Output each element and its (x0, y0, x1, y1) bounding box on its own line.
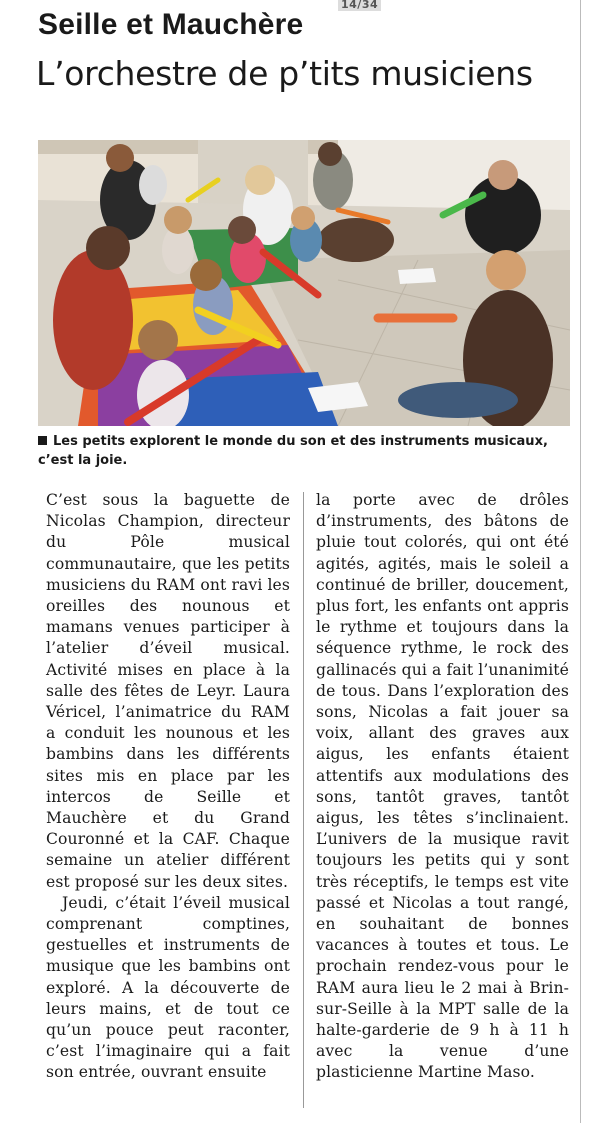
column-separator (303, 492, 304, 1108)
caption-text: Les petits explorent le monde du son et des instruments musicaux, c’est la joie. (38, 434, 548, 468)
photo-caption (38, 432, 578, 470)
caption-square-icon (38, 436, 47, 445)
page-number: 14/34 (338, 0, 381, 11)
column-rule (580, 0, 581, 1123)
article-paragraph: la porte avec de drôles d’instruments, des bâtons de pluie tout colorés, qui ont été agités, agités, mais le soleil a continué de briller, doucement, plus fort, les enfants ont appris le rythme et toujours dans la séquence rythme, le rock des gallinacés qui a fait l’unanimité de tous. Dans l’exploration des sons, Nicolas a fait jouer sa voix, allant des graves aux aigus, les enfants étaient attentifs aux modulations des sons, tantôt graves, tantôt aigus, les têtes s’inclinaient. L’univers de la musique ravit toujours les petits qui y sont très réceptifs, le temps est vite passé et Nicolas a tout rangé, en souhaitant de bonnes vacances à toutes et tous. Le prochain rendez-vous pour le RAM aura lieu le 2 mai à Brin-sur-Seille à la MPT salle de la halte-garderie de 9 h à 11 h avec la venue d’une plasticienne Martine Maso. (316, 491, 569, 1082)
article-column-1 (46, 490, 290, 1084)
section-heading: Seille et Mauchère (38, 8, 304, 41)
article-column-2 (316, 490, 569, 1084)
article-photo (38, 140, 570, 426)
article-title: L’orchestre de p’tits musiciens (36, 54, 533, 93)
article-paragraph: C’est sous la baguette de Nicolas Champion, directeur du Pôle musical communautaire, que les petits musiciens du RAM ont ravi les oreilles des nounous et mamans venues participer à l’atelier d’éveil musical. Activité mises en place à la salle des fêtes de Leyr. Laura Véricel, l’animatrice du RAM a conduit les nounous et les bambins dans les différents sites mis en place par les intercos de Seille et Mauchère et du Grand Couronné et la CAF. Chaque semaine un atelier différent est proposé sur les deux sites. (46, 491, 290, 891)
article-paragraph: Jeudi, c’était l’éveil musical comprenant comptines, gestuelles et instruments de musique que les bambins ont exploré. A la découverte de leurs mains, et de tout ce qu’un pouce peut raconter, c’est l’imaginaire qui a fait son entrée, ouvrant ensuite (46, 893, 290, 1082)
